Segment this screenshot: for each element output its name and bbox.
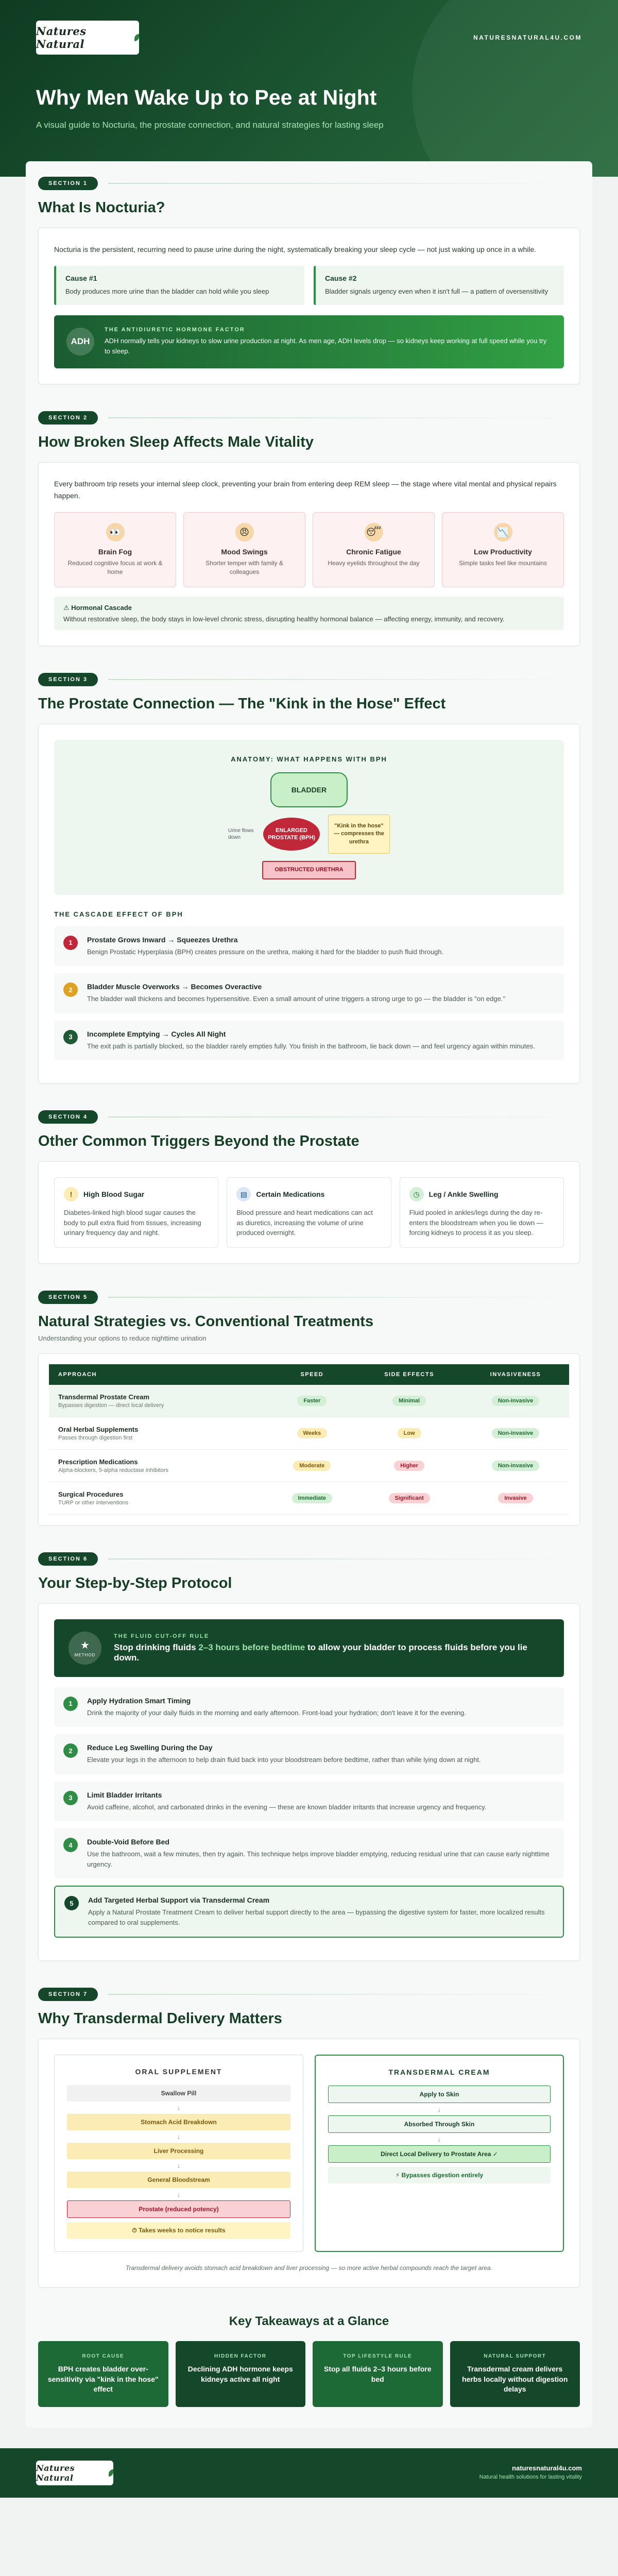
footer-logo[interactable]: Natures Natural [36, 2461, 113, 2485]
anatomy-diagram: ANATOMY: WHAT HAPPENS WITH BPH BLADDER Urine flows down ENLARGED PROSTATE (BPH) "Kink in the hose" — compresses the urethra OBSTRUCTED URETHRA [54, 740, 564, 895]
takeaway-card: ROOT CAUSE BPH creates bladder over-sensitivity via "kink in the hose" effect [38, 2341, 168, 2407]
adh-callout: ADH THE ANTIDIURETIC HORMONE FACTOR ADH normally tells your kidneys to slow urine production at night. As men age, ADH levels drop — so kidneys keep working at full speed while you try to sleep. [54, 315, 564, 369]
flow-note: Urine flows down [228, 828, 254, 841]
section-1-pill: SECTION 1 [38, 177, 98, 190]
takeaway-card: TOP LIFESTYLE RULE Stop all fluids 2–3 hours before bed [313, 2341, 443, 2407]
comparison-card [38, 1353, 580, 1526]
section-7-title: Why Transdermal Delivery Matters [38, 2010, 282, 2027]
fluid-rule-callout: ★ METHOD THE FLUID CUT-OFF RULE Stop drinking fluids 2–3 hours before bedtime to allow your bladder to process fluids before you lie down. [54, 1619, 564, 1677]
table-row: Surgical Procedures TURP or other interventions Immediate Significant Invasive [49, 1482, 569, 1514]
trigger-medications: ▤ Certain Medications Blood pressure and heart medications can act as diuretics, increasing the volume of urine produced overnight. [227, 1177, 391, 1248]
leaf-icon [109, 2469, 113, 2477]
site-domain[interactable]: NATURESNATURAL4U.COM [473, 34, 582, 41]
section-7-pill: SECTION 7 [38, 1988, 98, 2001]
oral-column: ORAL SUPPLEMENT Swallow Pill ↓ Stomach Acid Breakdown ↓ Liver Processing ↓ General Bloodstream ↓ Prostate (reduced potency) ⏱ Takes weeks to notice results [54, 2055, 303, 2252]
protocol-step: 5 Add Targeted Herbal Support via Transdermal Cream Apply a Natural Prostate Treatment Cream to deliver herbal support directly to the area — bypassing the digestive system for faster, more localized results compared to oral supplements. [54, 1886, 564, 1938]
table-row: Prescription Medications Alpha-blockers, 5-alpha reductase inhibitors Moderate Higher Non-invasive [49, 1449, 569, 1482]
sleepy-face-icon: 😴 [365, 523, 383, 541]
section-5-subtitle: Understanding your options to reduce nighttime urination [38, 1334, 207, 1342]
cascade-title: THE CASCADE EFFECT OF BPH [54, 910, 183, 918]
page-title: Why Men Wake Up to Pee at Night [36, 86, 377, 109]
kink-callout: "Kink in the hose" — compresses the urethra [328, 815, 390, 854]
impact-chronic-fatigue: 😴 Chronic Fatigue Heavy eyelids throughout the day [313, 512, 435, 587]
takeaways-grid [38, 2341, 580, 2407]
section-1-title: What Is Nocturia? [38, 199, 165, 216]
section-3-title: The Prostate Connection — The "Kink in the Hose" Effect [38, 695, 446, 712]
triggers-card [38, 1161, 580, 1264]
vitality-card [38, 462, 580, 646]
protocol-step: 4 Double-Void Before Bed Use the bathroom, wait a few minutes, then try again. This technique helps improve bladder emptying, reducing residual urine that can cause early nighttime urgency. [54, 1828, 564, 1878]
section-2-pill: SECTION 2 [38, 411, 98, 425]
impact-low-productivity: 📉 Low Productivity Simple tasks feel like mountains [442, 512, 564, 587]
nocturia-card [38, 228, 580, 384]
delivery-card [38, 2039, 580, 2287]
urethra-shape: OBSTRUCTED URETHRA [262, 861, 355, 879]
hero-header [0, 0, 618, 177]
cascade-step: 2 Bladder Muscle Overworks → Becomes Overactive The bladder wall thickens and becomes hypersensitive. Even a small amount of urine triggers a strong urge to go — the bladder is "on edge." [54, 973, 564, 1013]
brand-logo[interactable]: Natures Natural [36, 21, 139, 55]
eyes-icon: 👀 [106, 523, 125, 541]
clock-icon: ◷ [409, 1187, 424, 1201]
table-row: Transdermal Prostate Cream Bypasses digestion — direct local delivery Faster Minimal Non-invasive [49, 1385, 569, 1417]
pill-icon: ▤ [236, 1187, 251, 1201]
trigger-blood-sugar: ! High Blood Sugar Diabetes-linked high blood sugar causes the body to pull extra fluid from tissues, increasing urinary frequency day and night. [54, 1177, 218, 1248]
transdermal-column: TRANSDERMAL CREAM Apply to Skin ↓ Absorbed Through Skin ↓ Direct Local Delivery to Prostate Area ✓ ⚡ Bypasses digestion entirely [315, 2055, 564, 2252]
prostate-shape: ENLARGED PROSTATE (BPH) [263, 818, 320, 851]
trigger-swelling: ◷ Leg / Ankle Swelling Fluid pooled in ankles/legs during the day re-enters the bloodstream when you lie down — forcing kidneys to process it as you sleep. [400, 1177, 564, 1248]
page-subtitle: A visual guide to Nocturia, the prostate connection, and natural strategies for lasting sleep [36, 120, 384, 130]
leaf-icon [134, 34, 139, 41]
section-5-pill: SECTION 5 [38, 1291, 98, 1304]
chart-down-icon: 📉 [494, 523, 512, 541]
nocturia-intro: Nocturia is the persistent, recurring need to pause urine during the night, systematically breaking your sleep cycle — not just waking up once in a while. [54, 245, 537, 253]
section-6-title: Your Step-by-Step Protocol [38, 1574, 232, 1591]
section-4-title: Other Common Triggers Beyond the Prostate [38, 1133, 359, 1150]
takeaway-card: NATURAL SUPPORT Transdermal cream delivers herbs locally without digestion delays [450, 2341, 580, 2407]
section-2-title: How Broken Sleep Affects Male Vitality [38, 434, 314, 451]
cascade-step: 3 Incomplete Emptying → Cycles All Night The exit path is partially blocked, so the bladder rarely empties fully. You finish in the bathroom, lie back down — and feel urgency again within minutes. [54, 1021, 564, 1061]
takeaway-card: HIDDEN FACTOR Declining ADH hormone keeps kidneys active all night [176, 2341, 306, 2407]
table-row: Oral Herbal Supplements Passes through digestion first Weeks Low Non-invasive [49, 1417, 569, 1449]
bladder-shape: BLADDER [270, 772, 348, 807]
section-6-pill: SECTION 6 [38, 1552, 98, 1566]
comparison-table: APPROACH SPEED SIDE EFFECTS INVASIVENESS Transdermal Prostate Cream Bypasses digestion — direct local delivery Faster Minimal Non-invasive Oral Herbal Supplements Passes through digestion first Weeks Low Non-invasive Prescription Medications Alpha-blockers, 5-alpha reductase inhibitors Moderate Higher Non-invasive Surgical Procedures TURP or other interventions Immediate Significant Invasive [49, 1364, 569, 1515]
delivery-caption: Transdermal delivery avoids stomach acid breakdown and liver processing — so more active herbal compounds reach the target area. [125, 2264, 493, 2272]
protocol-step: 3 Limit Bladder Irritants Avoid caffeine, alcohol, and carbonated drinks in the evening — these are known bladder irritants that increase urgency and frequency. [54, 1782, 564, 1822]
impact-brain-fog: 👀 Brain Fog Reduced cognitive focus at work & home [54, 512, 176, 587]
section-3-pill: SECTION 3 [38, 673, 98, 686]
protocol-step: 1 Apply Hydration Smart Timing Drink the majority of your daily fluids in the morning and early afternoon. Front-load your hydration; don't leave it for the evening. [54, 1687, 564, 1727]
star-icon: ★ METHOD [68, 1632, 101, 1665]
angry-face-icon: 😠 [235, 523, 254, 541]
vitality-intro: Every bathroom trip resets your internal sleep clock, preventing your brain from entering deep REM sleep — the stage where vital mental and physical repairs happen. [54, 480, 557, 500]
section-5-title: Natural Strategies vs. Conventional Treatments [38, 1313, 374, 1330]
main-content [26, 161, 592, 2428]
impact-mood-swings: 😠 Mood Swings Shorter temper with family & colleagues [183, 512, 305, 587]
protocol-step: 2 Reduce Leg Swelling During the Day Elevate your legs in the afternoon to help drain fluid back into your bloodstream before bedtime, rather than while lying down at night. [54, 1734, 564, 1774]
adh-badge-icon: ADH [66, 328, 94, 355]
footer-tagline: Natural health solutions for lasting vitality [479, 2474, 582, 2481]
page-footer [0, 2448, 618, 2498]
hormonal-cascade-note: ⚠ Hormonal Cascade Without restorative sleep, the body stays in low-level chronic stress, disrupting healthy hormonal balance — affecting energy, immunity, and recovery. [54, 597, 564, 630]
cause-2: Cause #2 Bladder signals urgency even when it isn't full — a pattern of oversensitivity [314, 266, 564, 305]
takeaways-title: Key Takeaways at a Glance [229, 2314, 389, 2329]
prostate-card [38, 724, 580, 1083]
section-4-pill: SECTION 4 [38, 1110, 98, 1124]
cascade-step: 1 Prostate Grows Inward → Squeezes Urethra Benign Prostatic Hyperplasia (BPH) creates pressure on the urethra, making it hard for the bladder to push fluid through. [54, 926, 564, 967]
warning-icon: ! [64, 1187, 78, 1201]
protocol-card [38, 1603, 580, 1961]
footer-domain-link[interactable]: naturesnatural4u.com [512, 2464, 582, 2472]
cause-1: Cause #1 Body produces more urine than the bladder can hold while you sleep [54, 266, 304, 305]
